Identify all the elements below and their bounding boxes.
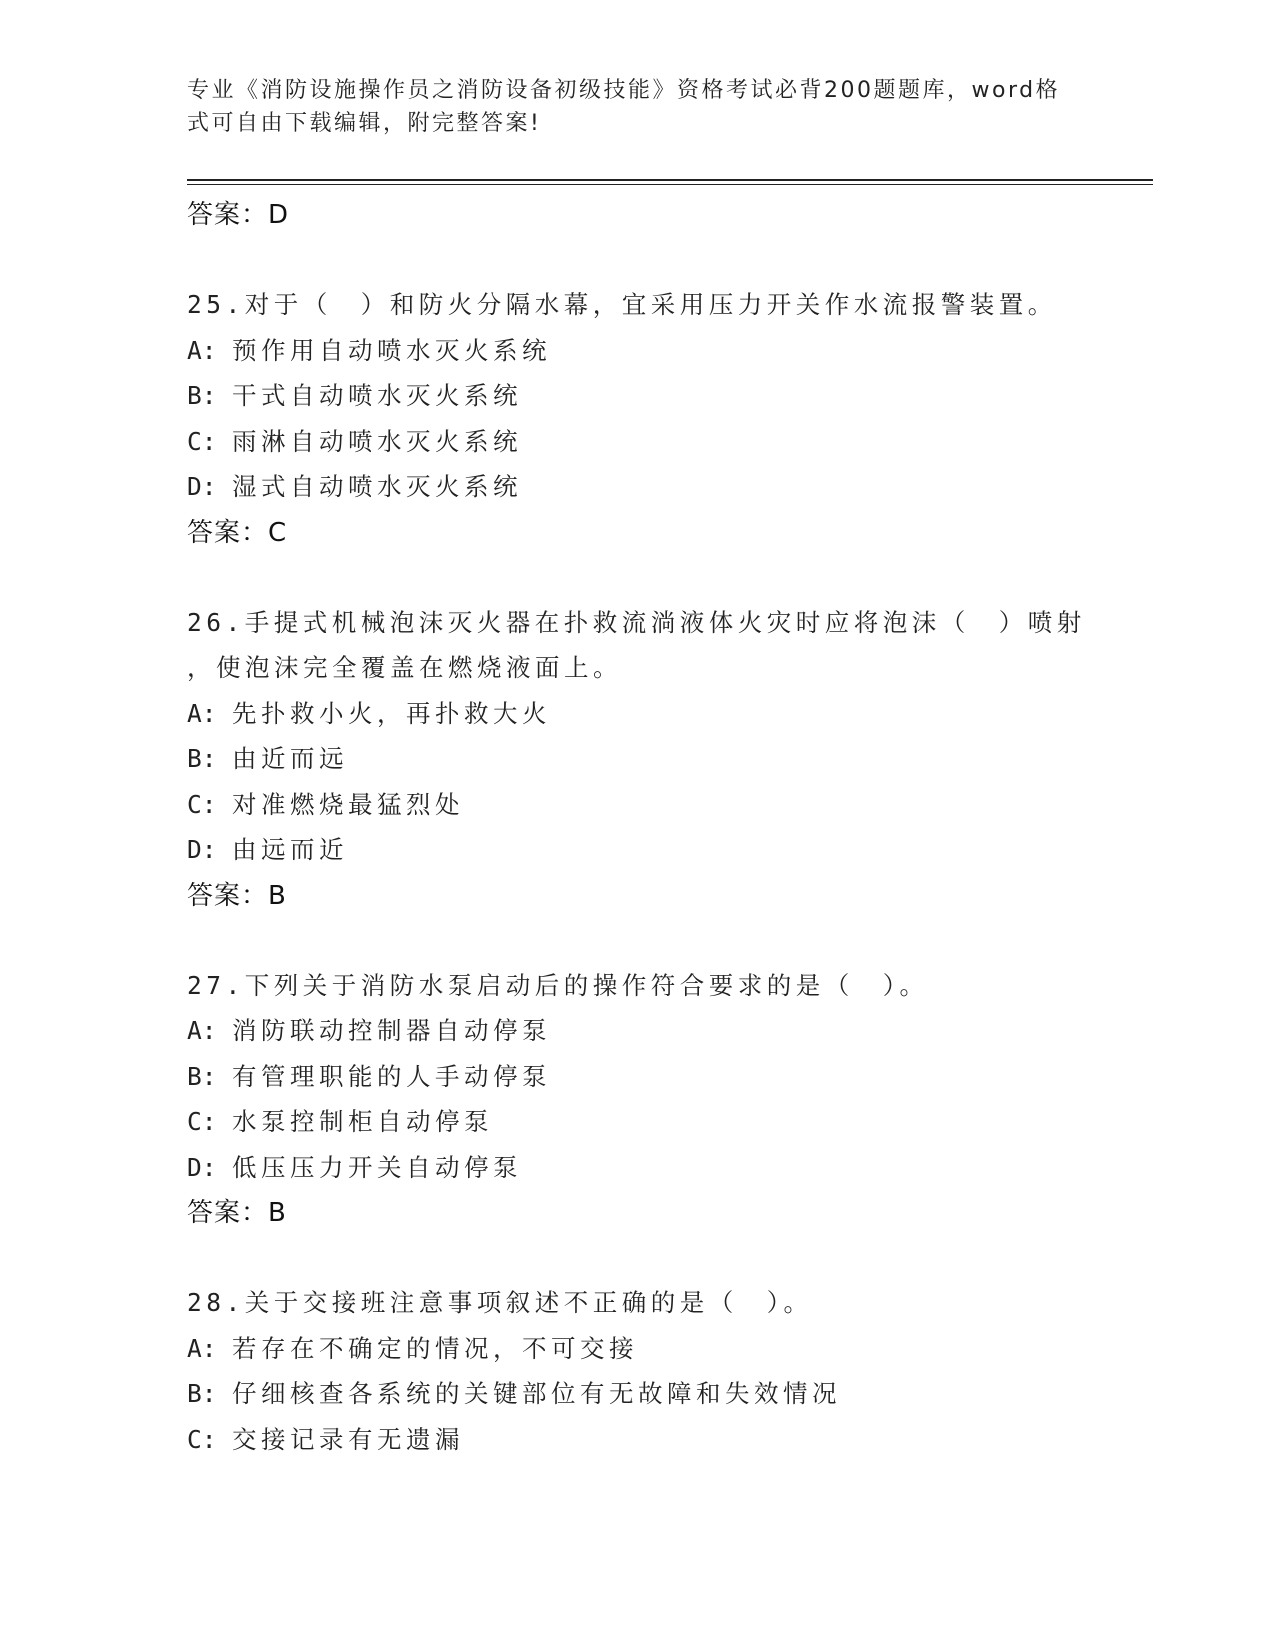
option-d bbox=[187, 464, 1087, 510]
spacer bbox=[187, 919, 1087, 963]
option-text: 若存在不确定的情况，不可交接 bbox=[232, 1333, 638, 1363]
option-key: D: bbox=[187, 472, 217, 501]
option-d bbox=[187, 827, 1087, 873]
answer-line: 答案：C bbox=[187, 517, 288, 548]
spacer bbox=[187, 556, 1087, 600]
option-text: 预作用自动喷水灭火系统 bbox=[232, 335, 551, 365]
previous-answer: 答案：D bbox=[187, 200, 290, 230]
option-text: 对准燃烧最猛烈处 bbox=[232, 789, 464, 819]
option-key: D: bbox=[187, 1152, 217, 1182]
answer-line: 答案：B bbox=[187, 1198, 287, 1228]
answer-line: 答案：B bbox=[187, 880, 287, 911]
option-text: 交接记录有无遗漏 bbox=[232, 1424, 464, 1454]
question-27 bbox=[187, 963, 1087, 1237]
question-26 bbox=[187, 600, 1087, 919]
question-stem-continued: ，使泡沫完全覆盖在燃烧液面上。 bbox=[187, 653, 622, 682]
option-key: A: bbox=[187, 698, 217, 728]
option-key: B: bbox=[187, 744, 217, 773]
option-a bbox=[187, 328, 1087, 374]
spacer bbox=[187, 1236, 1087, 1280]
header-divider-thick bbox=[187, 179, 1153, 181]
option-key: B: bbox=[187, 1379, 217, 1408]
option-c bbox=[187, 782, 1087, 828]
option-key: A: bbox=[187, 1016, 217, 1045]
option-text: 干式自动喷水灭火系统 bbox=[232, 381, 522, 410]
spacer bbox=[187, 238, 1087, 282]
option-key: C: bbox=[187, 789, 217, 819]
question-28 bbox=[187, 1280, 1087, 1462]
option-key: A: bbox=[187, 1333, 217, 1363]
option-c bbox=[187, 1417, 1087, 1463]
question-25 bbox=[187, 282, 1087, 556]
option-text: 消防联动控制器自动停泵 bbox=[232, 1016, 551, 1045]
option-b bbox=[187, 1054, 1087, 1100]
header-line-2: 式可自由下载编辑，附完整答案! bbox=[187, 111, 542, 136]
option-text: 先扑救小火，再扑救大火 bbox=[232, 698, 551, 728]
option-text: 雨淋自动喷水灭火系统 bbox=[232, 426, 522, 456]
question-stem: 25.对于（ ）和防火分隔水幕，宜采用压力开关作水流报警装置。 bbox=[187, 290, 1057, 319]
option-key: C: bbox=[187, 1107, 217, 1136]
option-b bbox=[187, 373, 1087, 419]
option-c bbox=[187, 419, 1087, 465]
option-text: 由近而远 bbox=[232, 744, 348, 773]
option-d bbox=[187, 1145, 1087, 1191]
option-a bbox=[187, 1326, 1087, 1372]
option-text: 水泵控制柜自动停泵 bbox=[232, 1107, 493, 1136]
option-key: A: bbox=[187, 335, 217, 365]
option-text: 有管理职能的人手动停泵 bbox=[232, 1061, 551, 1091]
question-stem: 28.关于交接班注意事项叙述不正确的是（ ）。 bbox=[187, 1288, 813, 1317]
question-stem: 26.手提式机械泡沫灭火器在扑救流淌液体火灾时应将泡沫（ ）喷射 bbox=[187, 607, 1086, 637]
option-text: 湿式自动喷水灭火系统 bbox=[232, 472, 522, 501]
option-key: D: bbox=[187, 835, 217, 864]
option-b bbox=[187, 736, 1087, 782]
option-b bbox=[187, 1371, 1087, 1417]
option-c bbox=[187, 1099, 1087, 1145]
option-text: 仔细核查各系统的关键部位有无故障和失效情况 bbox=[232, 1379, 841, 1408]
header-line-1: 专业《消防设施操作员之消防设备初级技能》资格考试必背200题题库，word格 bbox=[187, 78, 1061, 103]
option-key: C: bbox=[187, 1424, 217, 1454]
header-divider-thin bbox=[187, 184, 1153, 185]
option-key: B: bbox=[187, 381, 217, 410]
option-key: B: bbox=[187, 1061, 217, 1091]
question-list bbox=[187, 192, 1087, 1462]
option-a bbox=[187, 691, 1087, 737]
option-key: C: bbox=[187, 426, 217, 456]
document-header bbox=[187, 74, 1067, 140]
option-a bbox=[187, 1008, 1087, 1054]
question-stem: 27.下列关于消防水泵启动后的操作符合要求的是（ ）。 bbox=[187, 970, 929, 1000]
option-text: 低压压力开关自动停泵 bbox=[232, 1152, 522, 1182]
option-text: 由远而近 bbox=[232, 835, 348, 864]
